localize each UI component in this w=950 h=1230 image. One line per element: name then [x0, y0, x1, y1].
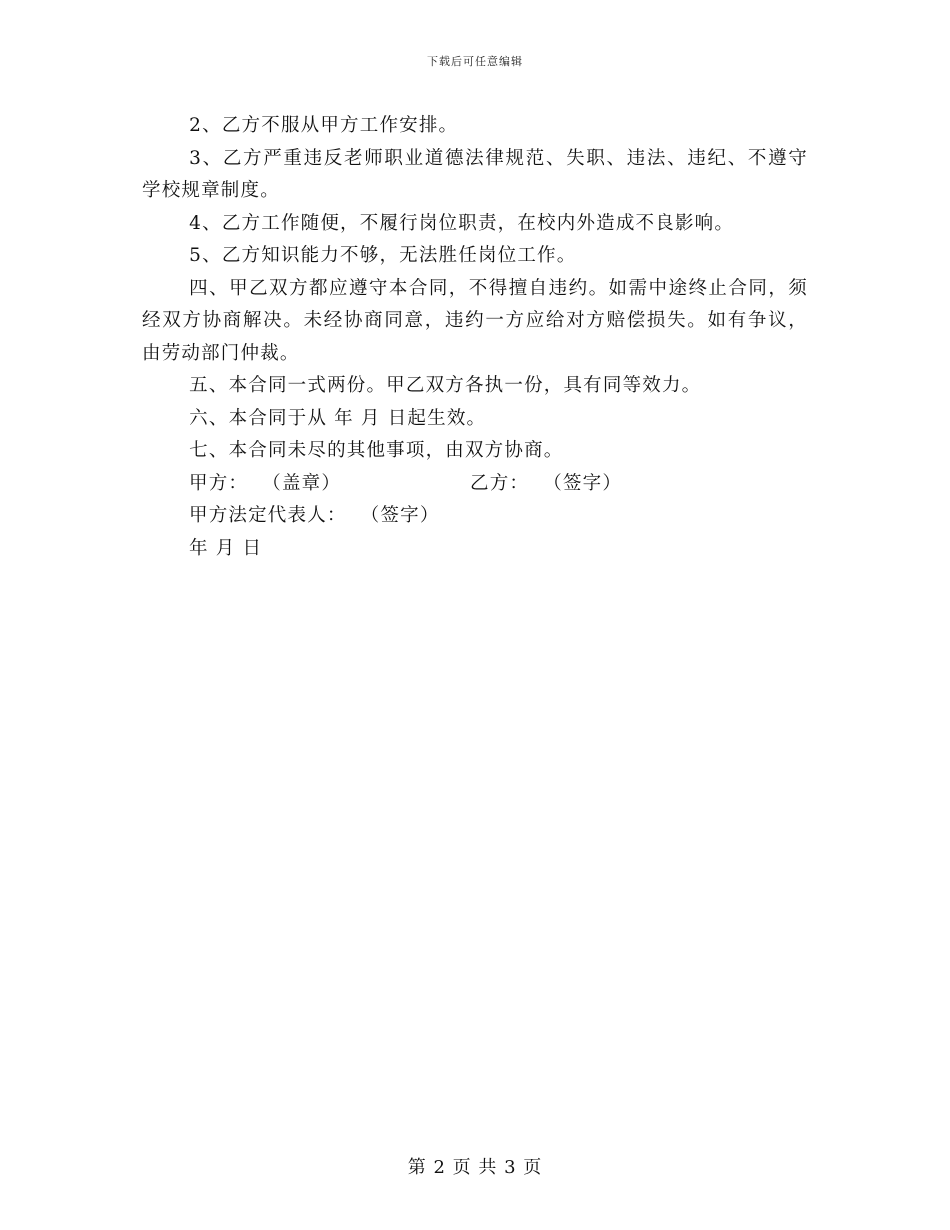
clause-four-breach: 四、甲乙双方都应遵守本合同，不得擅自违约。如需中途终止合同，须经双方协商解决。未经协商同意，违约一方应给对方赔偿损失。如有争议，由劳动部门仲裁。	[142, 277, 808, 364]
page-header: 下载后可任意编辑	[427, 55, 523, 68]
party-b-signature: 乙方： （签字）	[470, 472, 623, 494]
clause-seven-other-matters: 七、本合同未尽的其他事项，由双方协商。	[189, 440, 564, 461]
signature-row-date	[142, 533, 808, 566]
clause-item-5: 5、乙方知识能力不够，无法胜任岗位工作。	[189, 245, 577, 266]
signature-row-legal-rep	[142, 500, 808, 533]
signature-date: 年 月 日	[189, 537, 263, 559]
clause-item-4: 4、乙方工作随便，不履行岗位职责，在校内外造成不良影响。	[189, 212, 735, 234]
page-number-footer: 第 2 页 共 3 页	[407, 1157, 543, 1178]
legal-representative-signature: 甲方法定代表人： （签字）	[189, 505, 440, 526]
signature-row-parties	[142, 468, 808, 501]
clause-item-2: 2、乙方不服从甲方工作安排。	[189, 115, 459, 136]
document-body	[142, 110, 808, 565]
clause-five-copies: 五、本合同一式两份。甲乙双方各执一份，具有同等效力。	[189, 375, 702, 396]
clause-item-3: 3、乙方严重违反老师职业道德法律规范、失职、违法、违纪、不遵守学校规章制度。	[142, 147, 808, 201]
clause-six-effective-date: 六、本合同于从 年 月 日起生效。	[189, 407, 487, 429]
party-a-seal: 甲方： （盖章）	[189, 472, 342, 494]
